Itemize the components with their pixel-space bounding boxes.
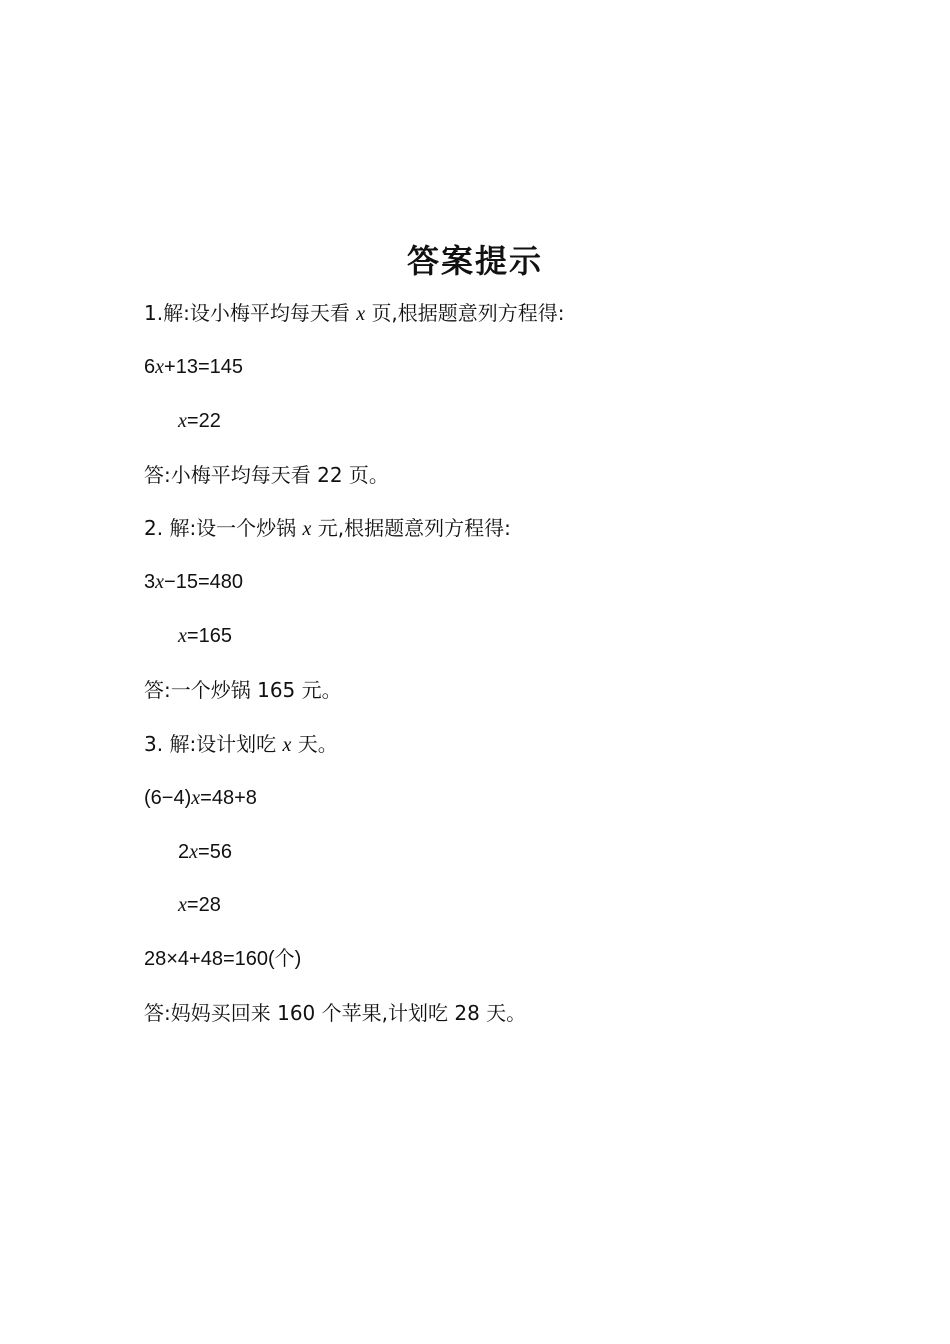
q3-eq2-rest: =56 bbox=[198, 841, 232, 863]
q2-eq1-var: x bbox=[155, 571, 165, 593]
q2-eq1-rest: −15=480 bbox=[164, 571, 243, 593]
q2-eq1-coef: 3 bbox=[144, 571, 156, 593]
q1-eq2-var: x bbox=[178, 410, 187, 432]
q3-setup-text-a: 3. 解:设计划吃 bbox=[144, 732, 277, 756]
q1-setup bbox=[144, 300, 565, 327]
q3-equation-2 bbox=[178, 839, 232, 865]
q1-eq1-rest: +13=145 bbox=[164, 356, 243, 378]
q2-eq2-var: x bbox=[178, 625, 187, 647]
q1-equation-2 bbox=[178, 408, 221, 434]
q3-eq3-var: x bbox=[178, 894, 187, 916]
q3-eq2-var: x bbox=[189, 841, 199, 863]
page-title: 答案提示 bbox=[406, 242, 543, 280]
q3-eq2-coef: 2 bbox=[178, 841, 190, 863]
q3-eq1-var: x bbox=[191, 787, 201, 809]
q3-eq1-rest: =48+8 bbox=[200, 787, 257, 809]
q1-answer: 答:小梅平均每天看 22 页。 bbox=[144, 463, 389, 487]
q1-eq1-coef: 6 bbox=[144, 356, 156, 378]
q3-equation-3 bbox=[178, 892, 221, 918]
q2-setup-text-b: 元,根据题意列方程得: bbox=[317, 516, 511, 540]
q3-setup bbox=[144, 731, 338, 758]
q3-eq1-lhs: (6−4) bbox=[144, 787, 192, 809]
q1-setup-text-a: 1.解:设小梅平均每天看 bbox=[144, 301, 350, 325]
q1-variable: x bbox=[356, 303, 366, 325]
q1-equation-1 bbox=[144, 354, 243, 380]
q1-eq2-rest: =22 bbox=[186, 410, 221, 432]
q2-setup-text-a: 2. 解:设一个炒锅 bbox=[144, 516, 297, 540]
q3-answer: 答:妈妈买回来 160 个苹果,计划吃 28 天。 bbox=[144, 1001, 527, 1025]
q2-variable: x bbox=[302, 518, 312, 540]
q2-answer: 答:一个炒锅 165 元。 bbox=[144, 678, 342, 702]
q2-equation-2 bbox=[178, 623, 232, 649]
q3-setup-text-b: 天。 bbox=[297, 732, 338, 756]
q2-setup bbox=[144, 515, 511, 542]
q1-setup-text-b: 页,根据题意列方程得: bbox=[371, 301, 565, 325]
q1-eq1-var: x bbox=[155, 356, 165, 378]
q3-equation-1 bbox=[144, 785, 257, 811]
q3-variable: x bbox=[282, 734, 292, 756]
q2-equation-1 bbox=[144, 569, 243, 595]
q3-eq3-rest: =28 bbox=[186, 894, 221, 916]
q2-eq2-rest: =165 bbox=[186, 625, 232, 647]
q3-calculation: 28×4+48=160(个) bbox=[144, 948, 302, 970]
